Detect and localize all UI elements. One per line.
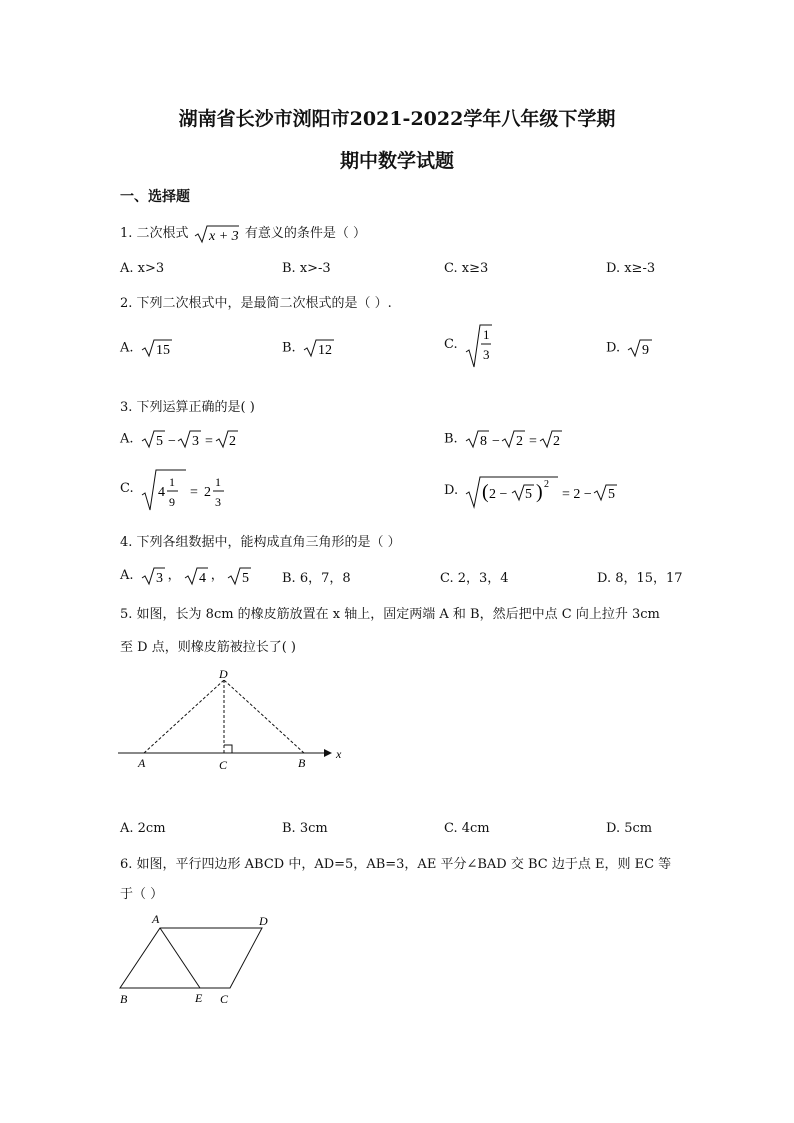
q1-option-a: A. x>3 [120,261,165,276]
q4-option-b: B. 6，7，8 [282,571,351,586]
frac-denominator: 3 [482,347,490,362]
q3-option-b-label: B. [444,431,458,447]
question-5-line2: 至 D 点，则橡皮筋被拉长了( ) [120,640,296,655]
question-6-line2: 于（ ） [120,887,164,902]
q3-d-eq: = 2 − [562,487,593,502]
q3-d-expression [462,474,622,510]
q3-a-r1: 5 [155,434,163,449]
sqrt-9 [624,337,654,359]
segment-BD [224,680,304,753]
q2-option-d [606,337,654,359]
sqrt-5 [224,565,254,587]
x-axis-arrow [324,749,332,757]
q3-c-eq: = [189,485,198,500]
q3-b-minus: − [491,434,500,449]
q5-option-b: B. 3cm [282,821,328,836]
q4-sep-2: ， [210,568,224,583]
q3-d-r: 5 [525,487,533,502]
q3-c-rwhole: 2 [203,485,211,500]
q3-b-eq: = [528,434,537,449]
q3-a-eq: = [204,434,213,449]
q5-option-d: D. 5cm [606,821,653,836]
radicand-3: 3 [155,570,163,586]
q1-option-d: D. x≥-3 [606,261,656,276]
q3-d-inner: 2 − [489,487,508,502]
radicand-4: 4 [198,570,206,586]
q4-sep-1: ， [167,568,181,583]
q6-figure [112,908,282,1010]
right-angle-mark [224,745,232,753]
frac-numerator: 1 [482,327,490,342]
q3-b-r2: 2 [515,434,523,449]
q5-figure [112,660,352,775]
radicand-12: 12 [317,343,332,358]
q1-option-c: C. x≥3 [444,261,489,276]
q5-option-a: A. 2cm [120,821,166,836]
label-D: D [219,667,228,681]
q3-c-num: 1 [168,475,175,489]
label-C: C [219,758,228,772]
q3-a-expression [138,428,238,450]
question-5-line1: 5. 如图，长为 8cm 的橡皮筋放置在 x 轴上，固定两端 A 和 B，然后把中点 C 向上拉升 3cm [120,607,660,622]
q3-b-r1: 8 [479,434,487,449]
label-C: C [220,992,229,1006]
sqrt-15 [138,337,174,359]
q3-c-rnum: 1 [214,475,221,489]
sqrt-one-third [462,322,494,370]
q3-b-r3: 2 [552,434,560,449]
q4-option-c: C. 2，3，4 [440,571,509,586]
q3-a-minus: − [167,434,176,449]
sqrt-3 [138,565,168,587]
label-A: A [152,912,160,926]
q3-a-r3: 2 [228,434,236,449]
q2-option-b [282,337,336,359]
q2-option-b-label: B. [282,340,296,356]
paper-title-line1: 湖南省长沙市浏阳市2021-2022学年八年级下学期 [178,108,616,130]
parallelogram-ABCD [120,928,262,988]
section-heading: 一、选择题 [120,189,190,205]
question-1-number: 1. [120,226,133,241]
q4-option-a [120,564,254,587]
label-B: B [120,992,128,1006]
question-4: 4. 下列各组数据中，能构成直角三角形的是（ ） [120,535,401,550]
radicand-5: 5 [241,570,249,586]
q2-option-a-label: A. [120,340,134,356]
label-A: A [138,756,146,770]
segment-AD [144,680,224,753]
radicand-15: 15 [155,343,170,358]
sqrt-12 [300,337,336,359]
q3-option-d [444,474,622,510]
q2-option-c-label: C. [444,336,458,352]
q3-d-r2: 5 [608,487,616,502]
question-1-pre: 二次根式 [136,226,189,241]
q3-c-rden: 3 [214,495,221,509]
question-1 [120,222,366,245]
q3-a-r2: 3 [191,434,199,449]
q2-option-d-label: D. [606,340,621,356]
label-E: E [195,991,203,1005]
q2-option-c [444,322,494,370]
q3-c-expression [138,467,238,513]
q3-option-a-label: A. [120,431,134,447]
sqrt-expression [193,223,241,245]
question-3: 3. 下列运算正确的是( ) [120,400,255,415]
segment-AE [160,928,200,988]
question-6-line1: 6. 如图，平行四边形 ABCD 中，AD=5，AB=3，AE 平分∠BAD 交 BC 边于点 E，则 EC 等 [120,857,672,872]
question-1-post: 有意义的条件是（ ） [244,226,366,241]
radicand-text: x + 3 [208,228,239,244]
label-B: B [298,756,306,770]
q4-option-a-label: A. [120,568,134,583]
q3-b-expression [462,428,562,450]
q3-option-b [444,428,562,450]
sqrt-4 [181,565,211,587]
q1-option-b: B. x>-3 [282,261,331,276]
q3-option-a [120,428,238,450]
q4-option-d: D. 8，15，17 [597,571,683,586]
q3-d-exp: 2 [544,479,550,490]
q3-c-whole: 4 [157,485,165,500]
label-x: x [336,747,342,761]
paper-title-line2: 期中数学试题 [339,150,454,172]
radicand-9: 9 [642,343,650,358]
q2-option-a [120,337,174,359]
question-2: 2. 下列二次根式中，是最简二次根式的是（ ）. [120,296,392,311]
q3-option-c [120,467,238,513]
q3-option-d-label: D. [444,482,459,498]
q5-option-c: C. 4cm [444,821,490,836]
q3-d-open-paren: ( [482,481,489,503]
q3-d-close-paren: ) [536,481,543,503]
label-D: D [259,914,268,928]
q3-c-den: 9 [168,495,175,509]
q3-option-c-label: C. [120,480,134,496]
